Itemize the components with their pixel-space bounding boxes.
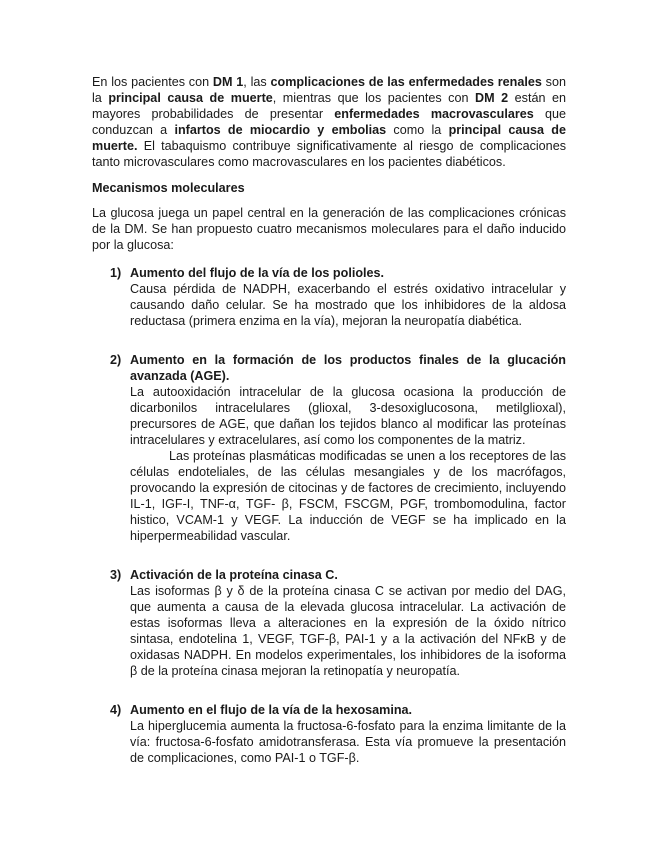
mechanism-item <box>92 702 566 766</box>
mechanism-text: Las isoformas β y δ de la proteína cinasa C se activan por medio del DAG, que aumenta a causa de la elevada glucosa intracelular. La activación de estas isoformas lleva a alteraciones en la expresión de la óxido nítrico sintasa, endotelina 1, VEGF, TGF-β, PAI-1 y a la activación del NFκB y de oxidasas NADPH. En modelos experimentales, los inhibidores de la isoforma β de la proteína cinasa mejoran la retinopatía y neuropatía. <box>130 584 566 678</box>
intro-text: son la <box>92 75 566 105</box>
section-heading: Mecanismos moleculares <box>92 181 245 195</box>
mechanism-text: Causa pérdida de NADPH, exacerbando el estrés oxidativo intracelular y causando daño celular. Se ha mostrado que los inhibidores de la aldosa reductasa (primera enzima en la vía), mejoran la neuropatía diabética. <box>130 282 566 328</box>
mechanism-number: 2) <box>110 353 122 367</box>
mechanism-title: Aumento en el flujo de la vía de la hexosamina. <box>130 703 413 717</box>
mechanism-item <box>92 567 566 679</box>
mechanism-title: Aumento del flujo de la vía de los polioles. <box>130 266 385 280</box>
mechanism-title: Aumento en la formación de los productos finales de la glucación avanzada (AGE). <box>130 353 566 383</box>
intro-paragraph <box>92 74 566 170</box>
mechanism-text: La hiperglucemia aumenta la fructosa-6-fosfato para la enzima limitante de la vía: fructosa-6-fosfato amidotransferasa. Esta vía promueve la presentación de complicaciones, como PAI-1 o TGF-β. <box>130 719 566 765</box>
intro-bold: principal causa de muerte <box>108 91 273 105</box>
intro-text: , mientras que los pacientes con <box>272 91 476 105</box>
mechanisms-list <box>92 265 566 766</box>
intro-bold: complicaciones de las enfermedades renales <box>270 75 542 89</box>
intro-bold: DM 2 <box>475 91 509 105</box>
mechanism-item <box>92 265 566 329</box>
intro-text: El tabaquismo contribuye significativamente al riesgo de complicaciones tanto microvasculares como macrovasculares en los pacientes diabéticos. <box>92 139 566 169</box>
intro-text: están en mayores probabilidades de presentar <box>92 91 566 121</box>
document-body <box>92 74 566 789</box>
mechanism-item <box>92 352 566 544</box>
intro-text: que conduzcan a <box>92 107 566 137</box>
intro-bold: principal causa de muerte. <box>92 123 566 153</box>
mechanism-number: 1) <box>110 266 122 280</box>
mechanism-number: 3) <box>110 568 122 582</box>
mechanism-text-continued: Las proteínas plasmáticas modificadas se unen a los receptores de las células endoteliales, de las células mesangiales y de los macrófagos, provocando la expresión de citocinas y de factores de crecimiento, incluyendo IL-1, IGF-I, TNF-α, TGF- β, FSCM, FSCGM, PGF, trombomodulina, factor histico, VCAM-1 y VEGF. La inducción de VEGF se ha implicado en la hiperpermeabilidad vascular. <box>130 449 566 543</box>
mechanism-text: La autooxidación intracelular de la glucosa ocasiona la producción de dicarbonilos intracelulares (glioxal, 3-desoxiglucosona, metilglioxal), precursores de AGE, que dañan los tejidos blanco al modificar las proteínas intracelulares y extracelulares, así como los componentes de la matriz. <box>130 385 566 447</box>
intro-bold: infartos de miocardio y embolias <box>174 123 387 137</box>
intro-bold: enfermedades macrovasculares <box>334 107 534 121</box>
intro-text: En los pacientes con <box>92 75 213 89</box>
lead-paragraph: La glucosa juega un papel central en la generación de las complicaciones crónicas de la DM. Se han propuesto cuatro mecanismos moleculares para el daño inducido por la glucosa: <box>92 206 566 252</box>
mechanism-number: 4) <box>110 703 122 717</box>
intro-text: como la <box>386 123 449 137</box>
intro-bold: DM 1 <box>212 75 244 89</box>
intro-text: , las <box>243 75 271 89</box>
mechanism-title: Activación de la proteína cinasa C. <box>130 568 338 582</box>
